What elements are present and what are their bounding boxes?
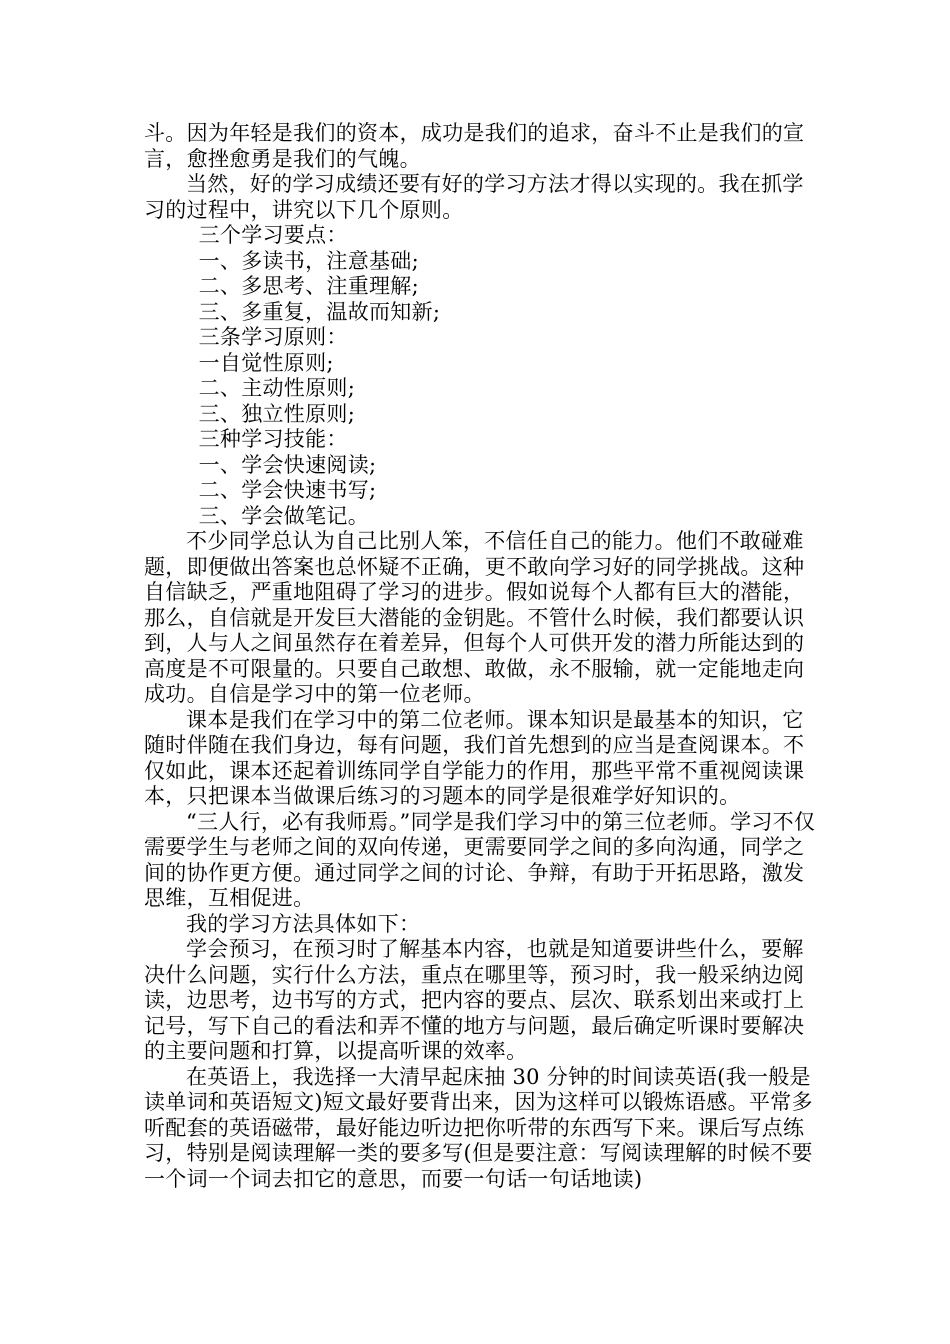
paragraph-preview: 学会预习，在预习时了解基本内容，也就是知道要讲些什么，要解决什么问题，实行什么方法，重点在哪里等，预习时，我一般采纳边阅读，边思考，边书写的方式，把内容的要点、层次、联系划出来或打上记号，写下自己的看法和弄不懂的地方与问题，最后确定听课时要解决的主要问题和打算，以提高听课的效率。 <box>144 937 805 1063</box>
list-item: 三、独立性原则; <box>198 401 356 426</box>
list-item: 三、多重复，温故而知新; <box>198 299 441 324</box>
list-item: 二、主动性原则; <box>198 376 356 400</box>
paragraph-study-method: 当然，好的学习成绩还要有好的学习方法才得以实现的。我在抓学习的过程中，讲究以下几个原则。 <box>144 172 804 222</box>
list-item: 一、学会快速阅读; <box>198 452 377 477</box>
paragraph-intro-continued: 斗。因为年轻是我们的资本，成功是我们的追求，奋斗不止是我们的宣言，愈挫愈勇是我们的气魄。 <box>144 121 805 171</box>
list-item: 一自觉性原则; <box>198 350 334 375</box>
list-item: 二、学会快速书写; <box>198 478 377 502</box>
paragraph-textbook: 课本是我们在学习中的第二位老师。课本知识是最基本的知识，它随时伴随在我们身边，每有问题，我们首先想到的应当是查阅课本。不仅如此，课本还起着训练同学自学能力的作用，那些平常不重视阅读课本，只把课本当做课后练习的习题本的同学是很难学好知识的。 <box>144 707 805 808</box>
paragraph-english: 在英语上，我选择一大清早起床抽 30 分钟的时间读英语(我一般是读单词和英语短文)短文最好要背出来，因为这样可以锻炼语感。平常多听配套的英语磁带，最好能边听边把你听带的东西写下来。课后写点练习，特别是阅读理解一类的要多写(但是要注意：写阅读理解的时候不要一个词一个词去扣它的意思，而要一句话一句话地读) <box>144 1064 813 1191</box>
list-item: 一、多读书，注意基础; <box>198 248 419 273</box>
list-item: 三、学会做笔记。 <box>198 503 369 528</box>
heading-three-points: 三个学习要点： <box>198 223 348 247</box>
heading-three-skills: 三种学习技能： <box>198 427 348 451</box>
document-page <box>144 0 824 1344</box>
paragraph-method-heading: 我的学习方法具体如下： <box>186 911 421 936</box>
list-item: 二、多思考、注重理解; <box>198 274 419 298</box>
document-body <box>144 121 824 1192</box>
paragraph-classmates: “三人行，必有我师焉。”同学是我们学习中的第三位老师。学习不仅需要学生与老师之间的双向传递，更需要同学之间的多向沟通，同学之间的协作更方便。通过同学之间的讨论、争辩，有助于开拓思路，激发思维，互相促进。 <box>144 809 816 910</box>
paragraph-confidence: 不少同学总认为自己比别人笨，不信任自己的能力。他们不敢碰难题，即便做出答案也总怀疑不正确，更不敢向学习好的同学挑战。这种自信缺乏，严重地阻碍了学习的进步。假如说每个人都有巨大的潜能，那么，自信就是开发巨大潜能的金钥匙。不管什么时候，我们都要认识到，人与人之间虽然存在着差异，但每个人可供开发的潜力所能达到的高度是不可限量的。只要自己敢想、敢做，永不服输，就一定能地走向成功。自信是学习中的第一位老师。 <box>144 529 805 706</box>
heading-three-principles: 三条学习原则： <box>198 325 348 349</box>
